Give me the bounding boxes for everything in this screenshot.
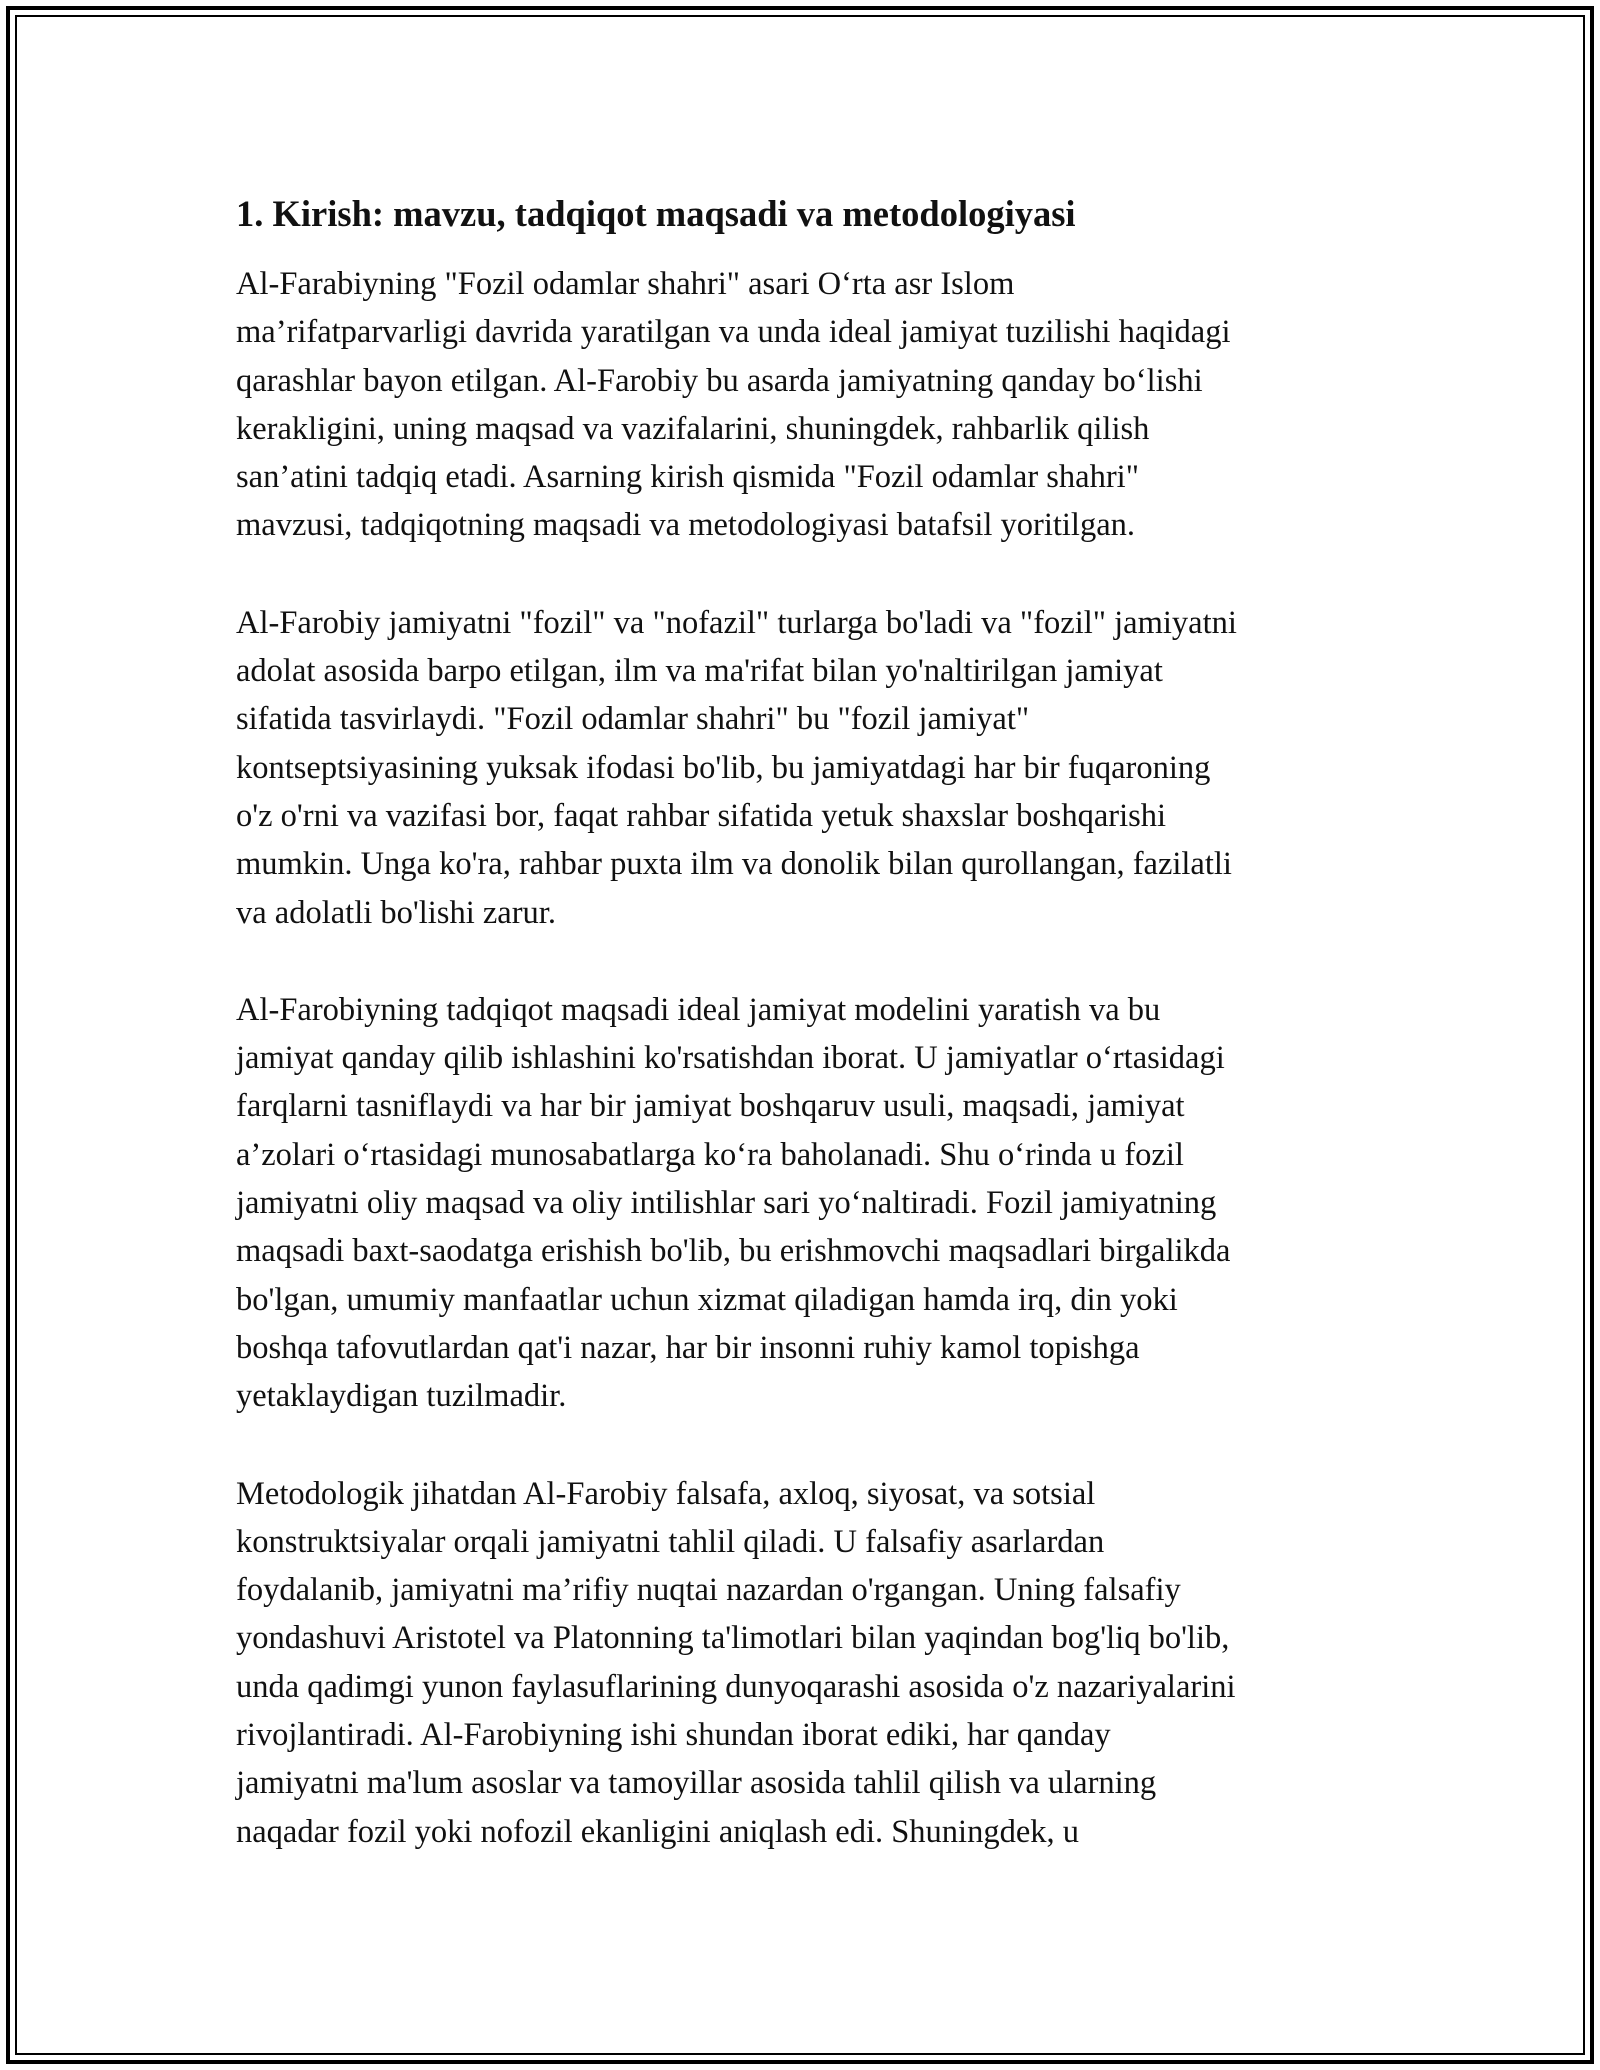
text-line: yondashuvi Aristotel va Platonning ta'limotlari bilan yaqindan bog'liq bo'lib,	[236, 1620, 1230, 1657]
text-line: rivojlantiradi. Al-Farobiyning ishi shundan iborat ediki, har qanday	[236, 1717, 1111, 1754]
section-heading: 1. Kirish: mavzu, tadqiqot maqsadi va metodologiyasi	[236, 193, 1076, 234]
paragraph-2	[236, 599, 1376, 937]
text-line: mavzusi, tadqiqotning maqsadi va metodologiyasi batafsil yoritilgan.	[236, 507, 1136, 544]
text-line: jamiyatni oliy maqsad va oliy intilishlar sari yo‘naltiradi. Fozil jamiyatning	[236, 1185, 1217, 1222]
text-line: va adolatli bo'lishi zarur.	[236, 894, 556, 931]
text-line: qarashlar bayon etilgan. Al-Farobiy bu asarda jamiyatning qanday bo‘lishi	[236, 362, 1203, 399]
text-line: kontseptsiyasining yuksak ifodasi bo'lib, bu jamiyatdagi har bir fuqaroning	[236, 749, 1211, 786]
text-line: ma’rifatparvarligi davrida yaratilgan va unda ideal jamiyat tuzilishi haqidagi	[236, 314, 1231, 351]
text-line: naqadar fozil yoki nofozil ekanligini aniqlash edi. Shuningdek, u	[236, 1813, 1080, 1850]
text-line: Metodologik jihatdan Al-Farobiy falsafa, axloq, siyosat, va sotsial	[236, 1475, 1096, 1512]
text-line: san’atini tadqiq etadi. Asarning kirish qismida "Fozil odamlar shahri"	[236, 459, 1139, 496]
paragraph-4	[236, 1470, 1376, 1856]
text-line: jamiyat qanday qilib ishlashini ko'rsatishdan iborat. U jamiyatlar o‘rtasidagi	[236, 1040, 1225, 1077]
text-line: a’zolari o‘rtasidagi munosabatlarga ko‘ra baholanadi. Shu o‘rinda u fozil	[236, 1136, 1184, 1173]
text-line: maqsadi baxt-saodatga erishish bo'lib, bu erishmovchi maqsadlari birgalikda	[236, 1233, 1231, 1270]
paragraph-1	[236, 260, 1376, 550]
paragraph-3	[236, 986, 1376, 1421]
text-line: adolat asosida barpo etilgan, ilm va ma'rifat bilan yo'naltirilgan jamiyat	[236, 653, 1163, 690]
text-line: sifatida tasvirlaydi. "Fozil odamlar shahri" bu "fozil jamiyat"	[236, 701, 1030, 738]
text-line: Al-Farobiyning tadqiqot maqsadi ideal jamiyat modelini yaratish va bu	[236, 991, 1161, 1028]
text-line: o'z o'rni va vazifasi bor, faqat rahbar sifatida yetuk shaxslar boshqarishi	[236, 797, 1167, 834]
text-line: konstruktsiyalar orqali jamiyatni tahlil qiladi. U falsafiy asarlardan	[236, 1523, 1105, 1560]
text-line: boshqa tafovutlardan qat'i nazar, har bir insonni ruhiy kamol topishga	[236, 1329, 1140, 1366]
text-line: Al-Farabiyning "Fozil odamlar shahri" asari O‘rta asr Islom	[236, 266, 1015, 302]
text-line: mumkin. Unga ko'ra, rahbar puxta ilm va donolik bilan qurollangan, fazilatli	[236, 846, 1232, 883]
text-line: farqlarni tasniflaydi va har bir jamiyat boshqaruv usuli, maqsadi, jamiyat	[236, 1088, 1185, 1125]
text-line: Al-Farobiy jamiyatni "fozil" va "nofazil" turlarga bo'ladi va "fozil" jamiyatni	[236, 604, 1237, 641]
text-line: kerakligini, uning maqsad va vazifalarini, shuningdek, rahbarlik qilish	[236, 410, 1150, 447]
text-line: jamiyatni ma'lum asoslar va tamoyillar asosida tahlil qilish va ularning	[236, 1765, 1157, 1802]
text-line: yetaklaydigan tuzilmadir.	[236, 1378, 567, 1415]
text-line: foydalanib, jamiyatni ma’rifiy nuqtai nazardan o'rgangan. Uning falsafiy	[236, 1572, 1181, 1609]
document-body	[236, 186, 1376, 1905]
text-line: bo'lgan, umumiy manfaatlar uchun xizmat qiladigan hamda irq, din yoki	[236, 1281, 1178, 1318]
text-line: unda qadimgi yunon faylasuflarining dunyoqarashi asosida o'z nazariyalarini	[236, 1668, 1236, 1705]
